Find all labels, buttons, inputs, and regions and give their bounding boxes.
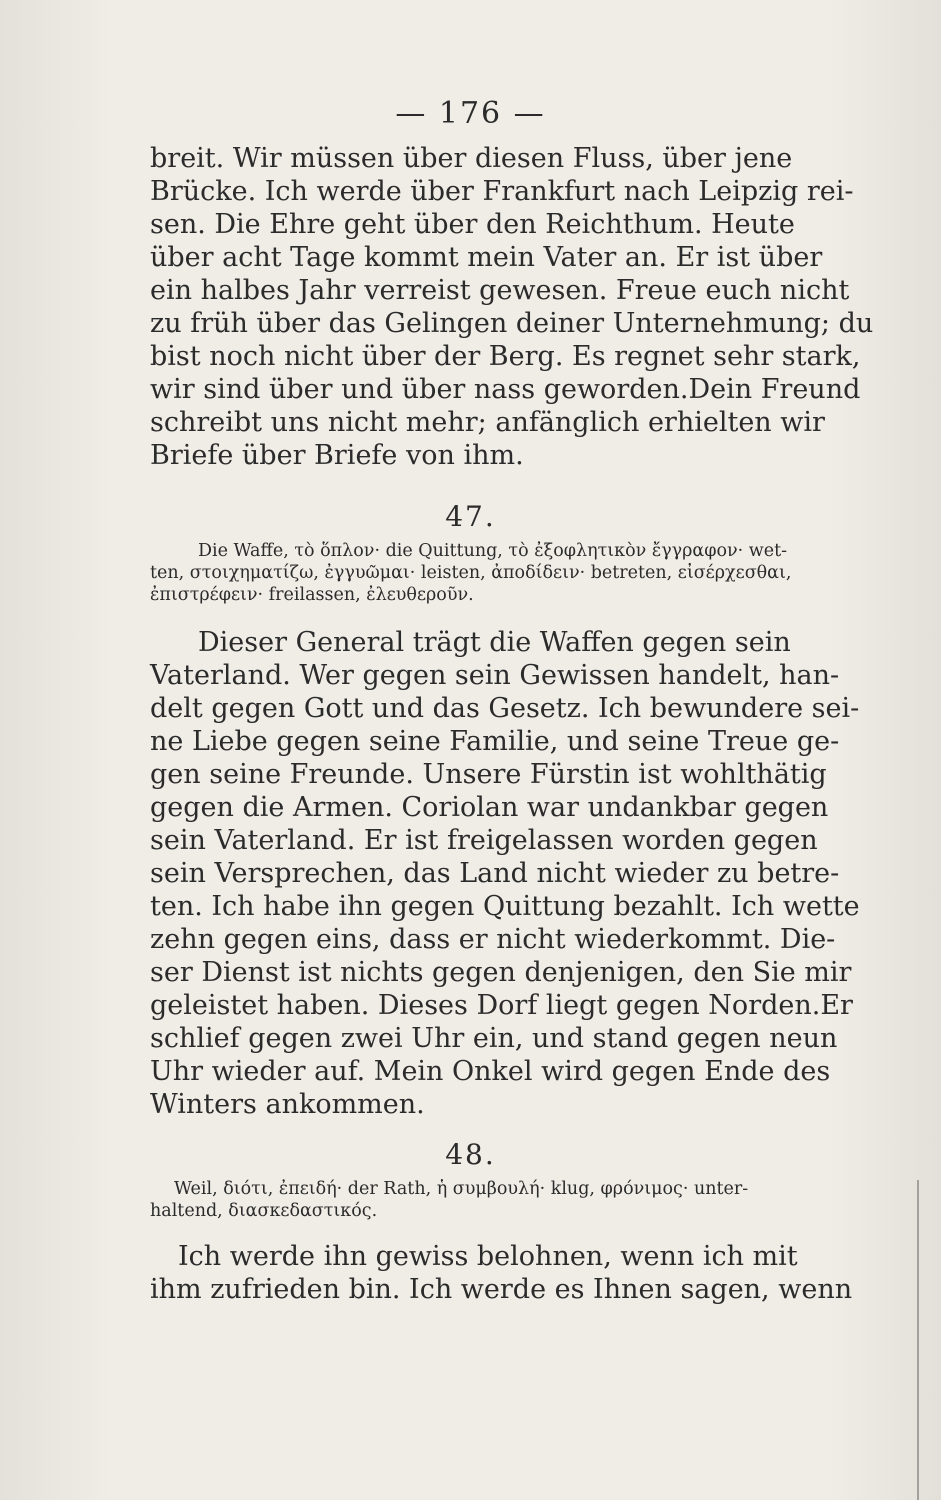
- paragraph-text: [150, 142, 910, 472]
- text-line: Dieser General trägt die Waffen gegen sein: [198, 627, 791, 658]
- text-line: breit. Wir müssen über diesen Fluss, über jene: [150, 143, 793, 174]
- text-line: Die Waffe, τὸ ὅπλον· die Quittung, τὸ ἐξοφλητικὸν ἔγγραφον· wet-: [198, 541, 788, 561]
- text-line: wir sind über und über nass geworden.Dein Freund: [150, 374, 861, 405]
- text-line: delt gegen Gott und das Gesetz. Ich bewundere sei-: [150, 693, 860, 724]
- text-line: sein Vaterland. Er ist freigelassen worden gegen: [150, 825, 818, 856]
- text-line: ser Dienst ist nichts gegen denjenigen, den Sie mir: [150, 957, 852, 988]
- text-line: ihm zufrieden bin. Ich werde es Ihnen sagen, wenn: [150, 1274, 853, 1305]
- text-line: gen seine Freunde. Unsere Fürstin ist wohlthätig: [150, 759, 827, 790]
- section-number-47: 47.: [445, 500, 496, 533]
- text-line: Winters ankommen.: [150, 1089, 425, 1120]
- text-line: zu früh über das Gelingen deiner Unternehmung; du: [150, 308, 874, 339]
- text-line: schreibt uns nicht mehr; anfänglich erhielten wir: [150, 407, 825, 438]
- paragraph-text: [150, 626, 910, 1121]
- text-line: bist noch nicht über der Berg. Es regnet sehr stark,: [150, 341, 861, 372]
- text-line: Vaterland. Wer gegen sein Gewissen handelt, han-: [150, 660, 840, 691]
- paragraph-top: [150, 142, 910, 472]
- text-line: ten. Ich habe ihn gegen Quittung bezahlt. Ich wette: [150, 891, 860, 922]
- paragraph-48: [150, 1240, 910, 1306]
- text-line: Weil, διότι, ἐπειδή· der Rath, ἡ συμβουλή· klug, φρόνιμος· unter-: [174, 1179, 749, 1199]
- text-line: zehn gegen eins, dass er nicht wiederkommt. Die-: [150, 924, 836, 955]
- text-line: Uhr wieder auf. Mein Onkel wird gegen Ende des: [150, 1056, 831, 1087]
- text-line: ne Liebe gegen seine Familie, und seine Treue ge-: [150, 726, 840, 757]
- vocabulary-48: [150, 1178, 910, 1222]
- vocabulary-text: [150, 540, 910, 606]
- text-line: schlief gegen zwei Uhr ein, und stand gegen neun: [150, 1023, 838, 1054]
- text-line: Ich werde ihn gewiss belohnen, wenn ich mit: [178, 1241, 798, 1272]
- text-line: geleistet haben. Dieses Dorf liegt gegen Norden.Er: [150, 990, 853, 1021]
- text-line: ein halbes Jahr verreist gewesen. Freue euch nicht: [150, 275, 850, 306]
- section-number-48: 48.: [445, 1138, 496, 1171]
- page-number: — 176 —: [395, 96, 546, 131]
- vocabulary-text: [150, 1178, 910, 1222]
- vocabulary-47: [150, 540, 910, 606]
- text-line: ten, στοιχηματίζω, ἐγγυῶμαι· leisten, ἀποδίδειν· betreten, εἰσέρχεσθαι,: [150, 563, 792, 583]
- text-line: gegen die Armen. Coriolan war undankbar gegen: [150, 792, 829, 823]
- text-line: Briefe über Briefe von ihm.: [150, 440, 524, 471]
- text-line: über acht Tage kommt mein Vater an. Er ist über: [150, 242, 823, 273]
- text-line: sein Versprechen, das Land nicht wieder zu betre-: [150, 858, 840, 889]
- paragraph-text: [150, 1240, 910, 1306]
- text-line: sen. Die Ehre geht über den Reichthum. Heute: [150, 209, 795, 240]
- text-line: haltend, διασκεδαστικός.: [150, 1201, 378, 1221]
- text-line: Brücke. Ich werde über Frankfurt nach Leipzig rei-: [150, 176, 854, 207]
- page-fold-line: [917, 1180, 919, 1500]
- paragraph-47: [150, 626, 910, 1121]
- text-line: ἐπιστρέφειν· freilassen, ἐλευθεροῦν.: [150, 585, 474, 605]
